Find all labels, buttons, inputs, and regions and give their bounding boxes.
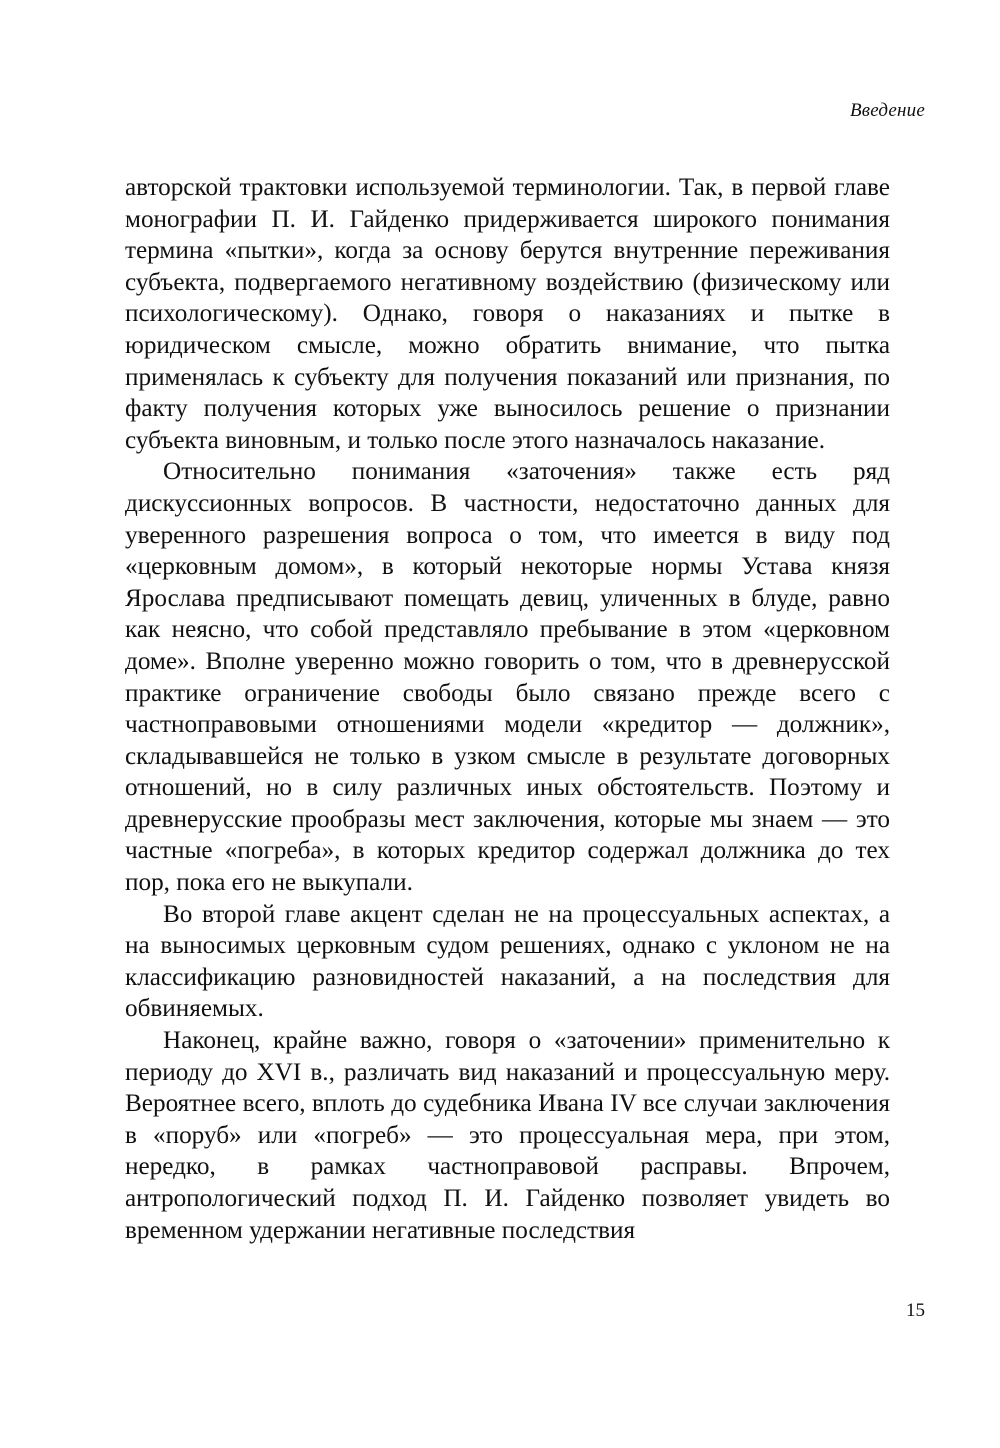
body-text [125,172,890,1246]
paragraph-procedural-measure: Наконец, крайне важно, говоря о «заточении» применительно к периоду до XVI в., различать вид наказаний и процессуальную меру. Вероятнее всего, вплоть до судебника Ивана IV все случаи заключения в «поруб» или «погреб» — это процессуальная мера, при этом, нередко, в рамках частноправовой расправы. Впрочем, антропологический подход П. И. Гайденко позволяет увидеть во временном удержании негативные последствия [125,1027,890,1244]
paragraph-second-chapter: Во второй главе акцент сделан не на процессуальных аспектах, а на выносимых церковным судом решениях, однако с уклоном не на классификацию разновидностей наказаний, а на последствия для обвиняемых. [125,900,890,1023]
running-head-title: Введение [849,100,925,121]
paragraph-zatochenie: Относительно понимания «заточения» также есть ряд дискуссионных вопросов. В частности, недостаточно данных для уверенного разрешения вопроса о том, что имеется в виду под «церковным домом», в который некоторые нормы Устава князя Ярослава предписывают помещать девиц, уличенных в блуде, равно как неясно, что собой представляло пребывание в этом «церковном доме». Вполне уверенно можно говорить о том, что в древнерусской практике ограничение свободы было связано прежде всего с частноправовыми отношениями модели «кредитор — должник», складывавшейся не только в узком смысле в результате договорных отношений, но в силу различных иных обстоятельств. Поэтому и древнерусские прообразы мест заключения, которые мы знаем — это частные «погреба», в которых кредитор содержал должника до тех пор, пока его не выкупали. [125,458,890,897]
paragraph-continuation: авторской трактовки используемой терминологии. Так, в первой главе монографии П. И. Гайденко придерживается широкого понимания термина «пытки», когда за основу берутся внутренние переживания субъекта, подвергаемого негативному воздействию (физическому или психологическому). Однако, говоря о наказаниях и пытке в юридическом смысле, можно обратить внимание, что пытка применялась к субъекту для получения показаний или признания, по факту получения которых уже выносилось решение о признании субъекта виновным, и только после этого назначалось наказание. [125,174,890,454]
page-number: 15 [906,1300,925,1321]
